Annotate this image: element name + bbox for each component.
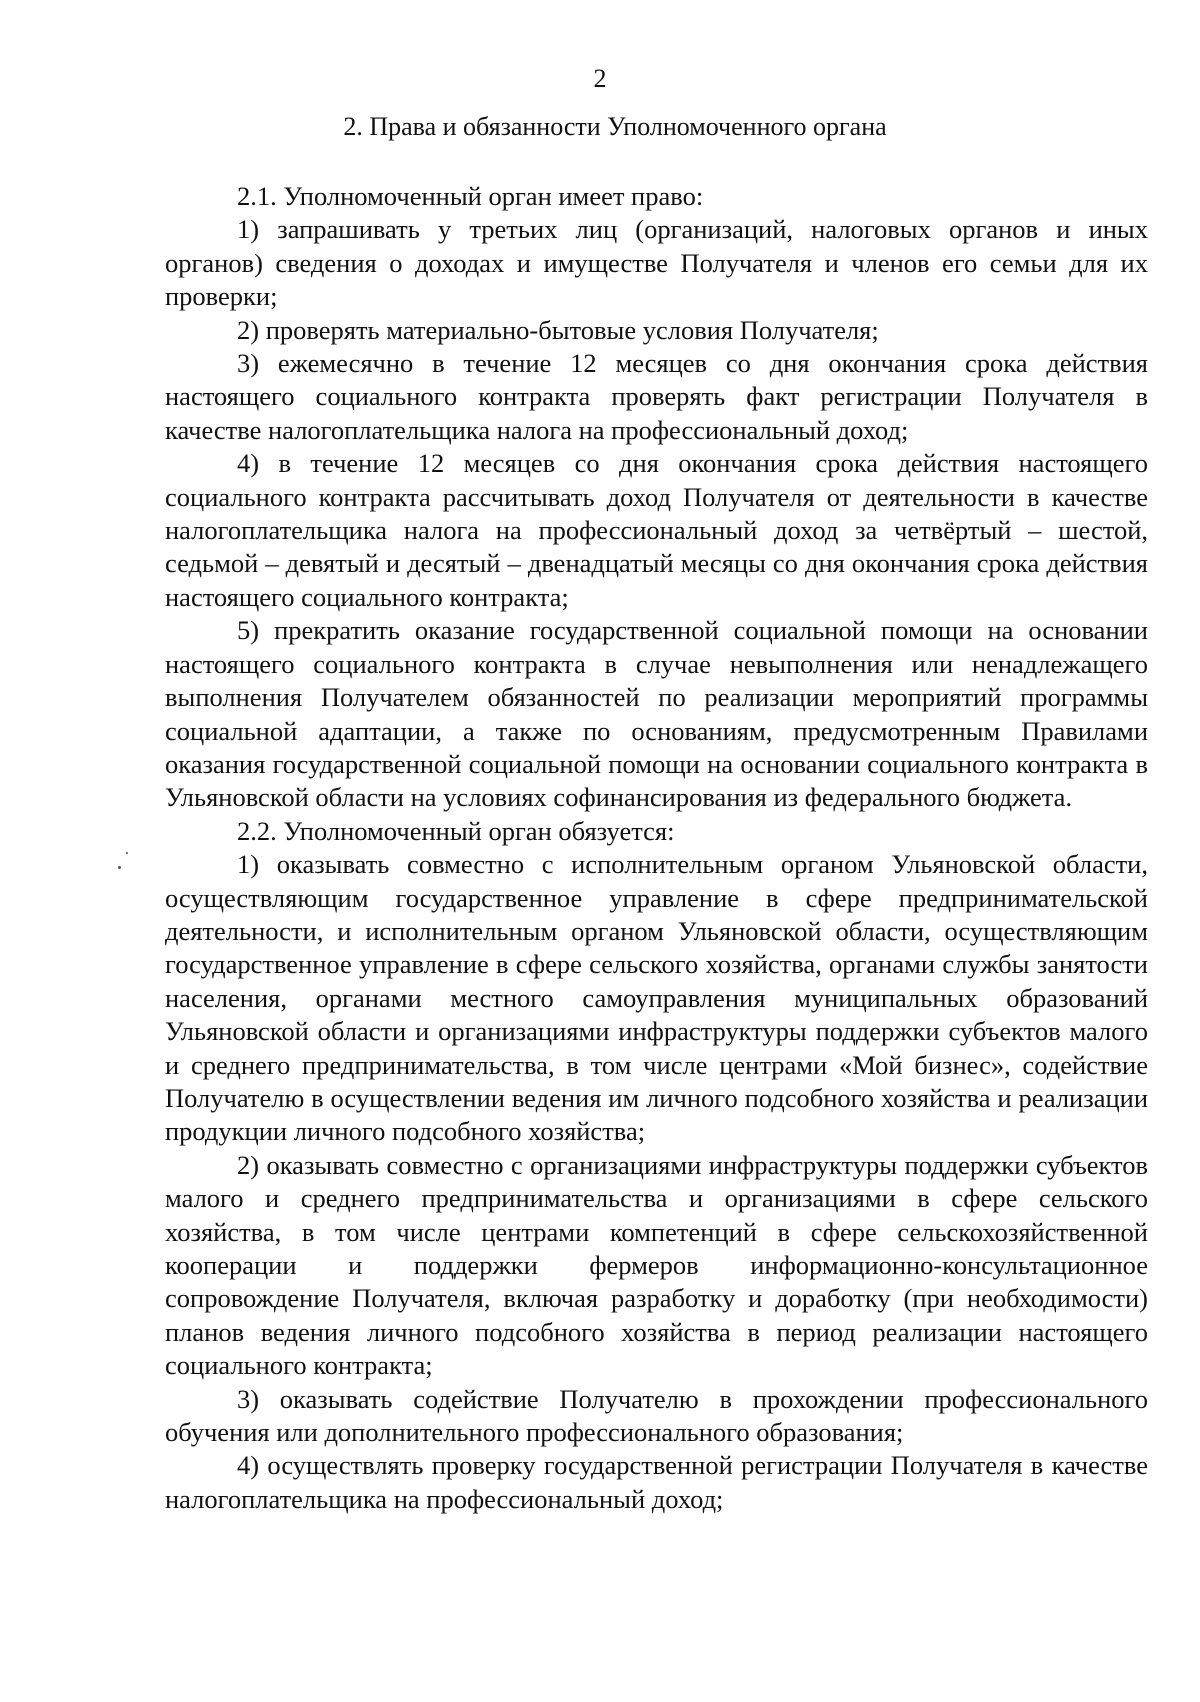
clause-2-2-item-1: 1) оказывать совместно с исполнительным органом Ульяновской области, осуществляющим государственное управление в сфере предпринимательской деятельности, и исполнительным органом Ульяновской области, осуществляющим государственное управление в сфере сельского хозяйства, органами службы занятости населения, органами местного самоуправления муниципальных образований Ульяновской области и организациями инфраструктуры поддержки субъектов малого и среднего предпринимательства, в том числе центрами «Мой бизнес», содействие Получателю в осуществлении ведения им личного подсобного хозяйства и реализации продукции личного подсобного хозяйства; <box>165 849 1148 1147</box>
clause-2-1-item-3: 3) ежемесячно в течение 12 месяцев со дня окончания срока действия настоящего социального контракта проверять факт регистрации Получателя в качестве налогоплательщика налога на профессиональный доход; <box>165 348 1148 445</box>
clause-2-1-item-1: 1) запрашивать у третьих лиц (организаций, налоговых органов и иных органов) сведения о доходах и имуществе Получателя и членов его семьи для их проверки; <box>165 214 1148 312</box>
scan-speck <box>126 852 128 854</box>
section-title: 2. Права и обязанности Уполномоченного органа <box>343 112 887 141</box>
clause-2-2-heading: 2.2. Уполномоченный орган обязуется: <box>237 815 675 846</box>
document-body <box>165 180 1148 1516</box>
clause-2-1-item-2: 2) проверять материально-бытовые условия Получателя; <box>237 314 879 345</box>
clause-2-2-item-3: 3) оказывать содействие Получателю в прохождении профессионального обучения или дополнительного профессионального образования; <box>165 1383 1148 1448</box>
clause-2-2-item-2: 2) оказывать совместно с организациями инфраструктуры поддержки субъектов малого и среднего предпринимательства и организациями в сфере сельского хозяйства, в том числе центрами компетенций в сфере сельскохозяйственной кооперации и поддержки фермеров информационно-консультационное сопровождение Получателя, включая разработку и доработку (при необходимости) планов ведения личного подсобного хозяйства в период реализации настоящего социального контракта; <box>165 1149 1148 1381</box>
clause-2-2-item-4: 4) осуществлять проверку государственной регистрации Получателя в качестве налогоплательщика на профессиональный доход; <box>165 1450 1148 1514</box>
clause-2-1-item-4: 4) в течение 12 месяцев со дня окончания срока действия настоящего социального контракта рассчитывать доход Получателя от деятельности в качестве налогоплательщика налога на профессиональный доход за четвёртый – шестой, седьмой – девятый и десятый – двенадцатый месяцы со дня окончания срока действия настоящего социального контракта; <box>165 448 1148 612</box>
scan-speck <box>118 866 121 869</box>
clause-2-1-heading: 2.1. Уполномоченный орган имеет право: <box>237 181 704 211</box>
clause-2-1-item-5: 5) прекратить оказание государственной социальной помощи на основании настоящего социального контракта в случае невыполнения или ненадлежащего выполнения Получателем обязанностей по реализации мероприятий программы социальной адаптации, а также по основаниям, предусмотренным Правилами оказания государственной социальной помощи на основании социального контракта в Ульяновской области на условиях софинансирования из федерального бюджета. <box>165 615 1148 813</box>
page-number: 2 <box>593 64 607 93</box>
